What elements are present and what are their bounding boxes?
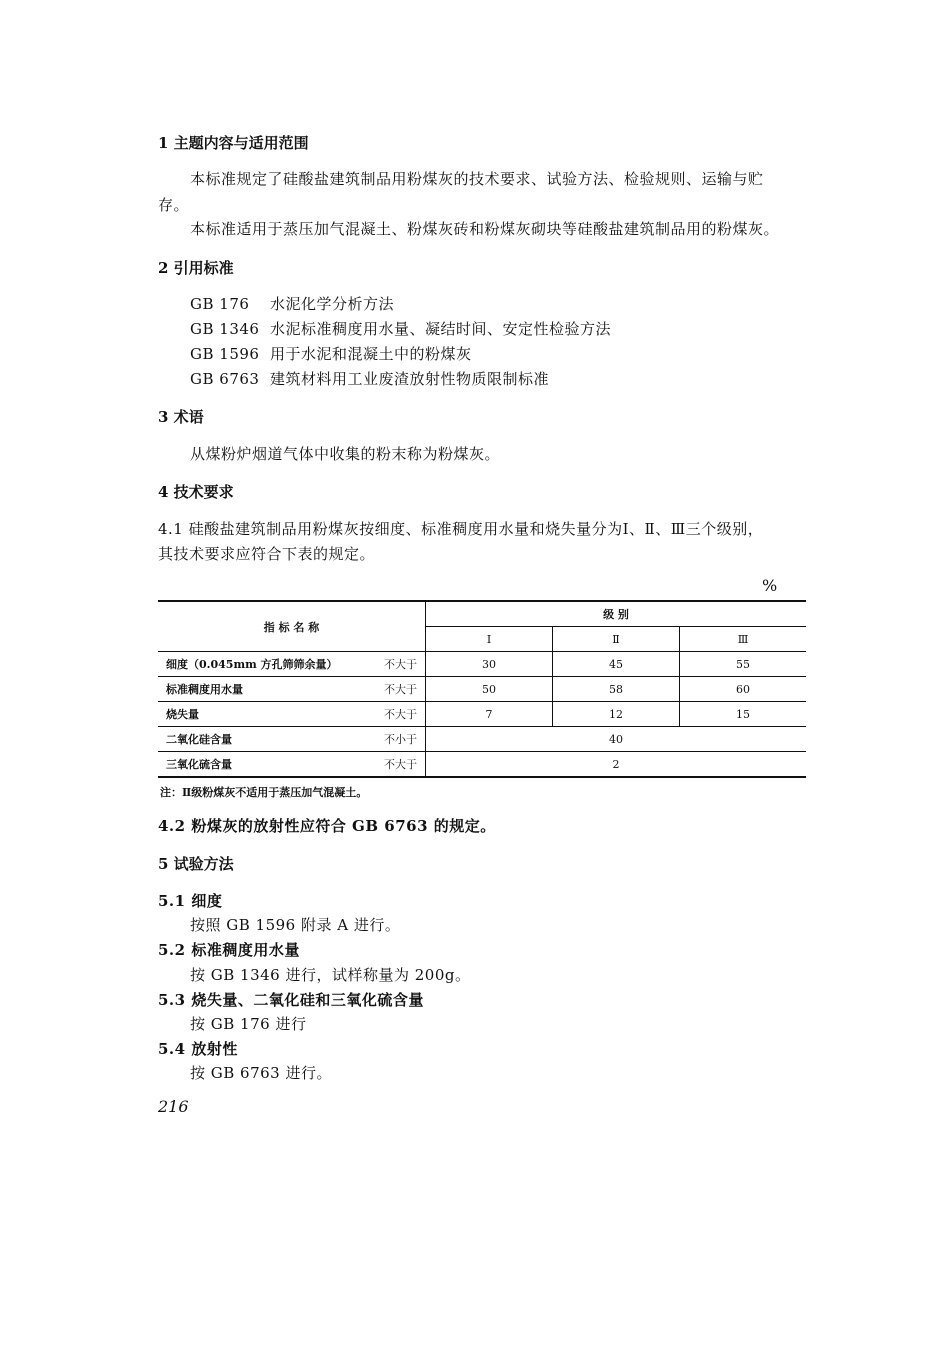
- table-row: [158, 702, 806, 727]
- row-value: 45: [553, 652, 680, 677]
- row-value: 58: [553, 677, 680, 702]
- row-value: 15: [680, 702, 807, 727]
- reference-code: GB 1346: [190, 320, 260, 338]
- section-1-paragraph-1: 本标准规定了硅酸盐建筑制品用粉煤灰的技术要求、试验方法、检验规则、运输与贮: [190, 170, 764, 188]
- section-1-paragraph-1-cont: 存。: [158, 196, 190, 214]
- row-value: 12: [553, 702, 680, 727]
- grade-header: Ⅲ: [680, 627, 807, 652]
- row-name: 标准稠度用水量: [158, 677, 344, 702]
- reference-item: [190, 368, 549, 389]
- row-name: 二氧化硅含量: [158, 727, 344, 752]
- reference-item: [190, 343, 472, 364]
- table-note: 注：Ⅱ级粉煤灰不适用于蒸压加气混凝土。: [160, 786, 368, 799]
- reference-code: GB 176: [190, 295, 250, 313]
- clause-5-1-body: 按照 GB 1596 附录 A 进行。: [190, 916, 401, 934]
- row-value: 7: [426, 702, 553, 727]
- requirements-table: [158, 600, 806, 778]
- row-limit: 不大于: [344, 702, 426, 727]
- table-row: [158, 752, 806, 778]
- clause-4-1-cont: 其技术要求应符合下表的规定。: [158, 545, 376, 563]
- section-1-heading: 1 主题内容与适用范围: [158, 134, 309, 152]
- clause-5-2-title: 5.2 标准稠度用水量: [158, 941, 300, 959]
- section-3-heading: 3 术语: [158, 408, 204, 426]
- table-row: [158, 727, 806, 752]
- row-value: 55: [680, 652, 807, 677]
- row-value: 60: [680, 677, 807, 702]
- reference-title: 建筑材料用工业废渣放射性物质限制标准: [270, 370, 550, 388]
- section-1-paragraph-2: 本标准适用于蒸压加气混凝土、粉煤灰砖和粉煤灰砌块等硅酸盐建筑制品用的粉煤灰。: [190, 220, 780, 238]
- row-name: 三氧化硫含量: [166, 758, 232, 771]
- row-limit: 不大于: [344, 677, 426, 702]
- row-limit: 不小于: [344, 727, 426, 752]
- clause-5-4-body: 按 GB 6763 进行。: [190, 1064, 332, 1082]
- row-name: 细度（0.045mm 方孔筛筛余量）: [166, 658, 338, 671]
- reference-item: [190, 293, 394, 314]
- clause-5-3-title: 5.3 烧失量、二氧化硅和三氧化硫含量: [158, 991, 424, 1009]
- clause-5-2-body: 按 GB 1346 进行，试样称量为 200g。: [190, 966, 471, 984]
- row-name: 烧失量: [158, 702, 344, 727]
- section-3-paragraph: 从煤粉炉烟道气体中收集的粉末称为粉煤灰。: [190, 445, 501, 463]
- clause-4-2: 4.2 粉煤灰的放射性应符合 GB 6763 的规定。: [158, 817, 496, 835]
- section-2-heading: 2 引用标准: [158, 259, 234, 277]
- row-limit: 不大于: [344, 752, 426, 778]
- unit-label: %: [762, 576, 778, 595]
- reference-title: 水泥标准稠度用水量、凝结时间、安定性检验方法: [270, 320, 612, 338]
- clause-5-3-body: 按 GB 176 进行: [190, 1015, 307, 1033]
- reference-code: GB 6763: [190, 370, 260, 388]
- grade-header: Ⅰ: [426, 627, 553, 652]
- row-value: 50: [426, 677, 553, 702]
- row-value: 40: [426, 727, 807, 752]
- grade-header: Ⅱ: [553, 627, 680, 652]
- reference-title: 水泥化学分析方法: [270, 295, 395, 313]
- reference-item: [190, 318, 611, 339]
- table-header-grade: 级 别: [426, 601, 807, 627]
- page-number: 216: [158, 1097, 189, 1116]
- clause-5-1-title: 5.1 细度: [158, 892, 223, 910]
- table-row: [158, 677, 806, 702]
- clause-5-4-title: 5.4 放射性: [158, 1040, 238, 1058]
- section-4-heading: 4 技术要求: [158, 483, 234, 501]
- table-row: [158, 652, 806, 677]
- row-value: 2: [612, 757, 620, 771]
- reference-code: GB 1596: [190, 345, 260, 363]
- row-limit: 不大于: [344, 652, 426, 677]
- reference-title: 用于水泥和混凝土中的粉煤灰: [270, 345, 472, 363]
- clause-4-1: 4.1 硅酸盐建筑制品用粉煤灰按细度、标准稠度用水量和烧失量分为Ⅰ、Ⅱ、Ⅲ三个级别，: [158, 520, 764, 538]
- row-value: 30: [426, 652, 553, 677]
- table-header-name: 指 标 名 称: [158, 601, 426, 652]
- section-5-heading: 5 试验方法: [158, 855, 234, 873]
